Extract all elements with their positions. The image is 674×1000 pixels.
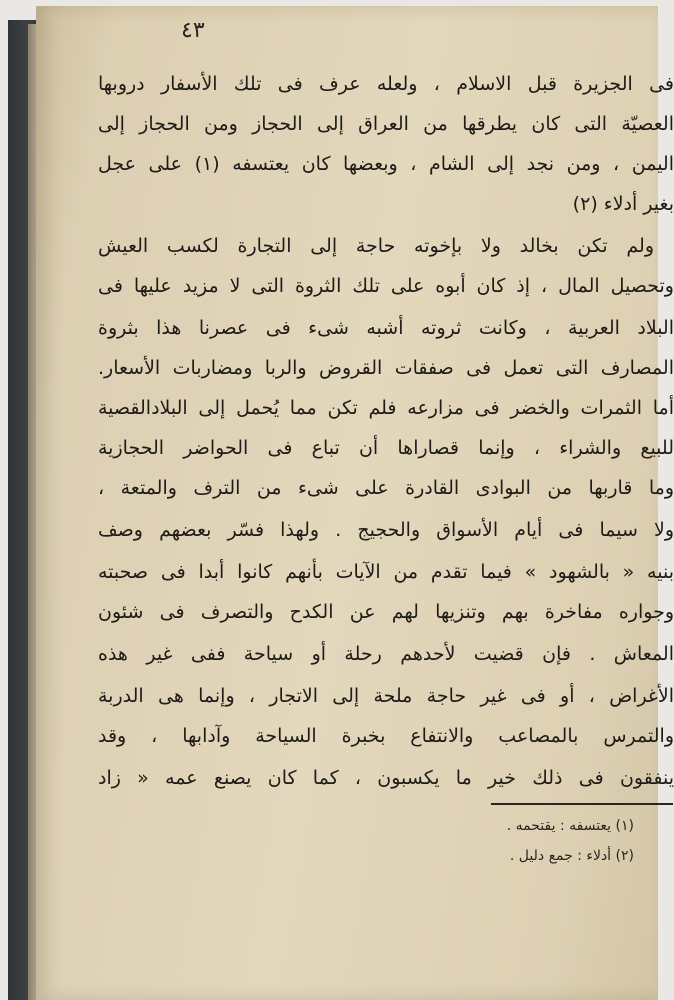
- text-line: وما قاربها من البوادى القادرة على شىء من الترف والمتعة ،: [98, 477, 674, 499]
- text-line: فى الجزيرة قبل الاسلام ، ولعله عرف فى تلك الأسفار دروبها: [98, 73, 674, 95]
- text-line: بغير أدلاء (٢): [572, 193, 674, 215]
- page-number: ٤٣: [181, 18, 205, 43]
- text-line: والتمرس بالمصاعب والانتفاع بخبرة السياحة وآدابها ، وقد: [98, 725, 674, 747]
- text-line: وتحصيل المال ، إذ كان أبوه على تلك الثروة التى لا مزيد عليها فى: [98, 275, 674, 297]
- text-line: المعاش . فإن قضيت لأحدهم رحلة أو سياحة ففى غير هذه: [98, 643, 674, 665]
- text-line: ينفقون فى ذلك خير ما يكسبون ، كما كان يصنع عمه « زاد: [98, 767, 674, 789]
- text-line: ولا سيما فى أيام الأسواق والحجيج . ولهذا فسّر بعضهم وصف: [98, 519, 674, 541]
- text-line: وجواره مفاخرة بهم وتنزيها لهم عن الكدح والتصرف فى شئون: [98, 601, 674, 623]
- text-line: للبيع والشراء ، وإنما قصاراها أن تباع فى الحواضر الحجازية: [98, 437, 674, 459]
- footnote: (١) يعتسفه : يقتحمه .: [506, 818, 634, 834]
- text-line: أما الثمرات والخضر فى مزارعه فلم تكن مما يُحمل إلى البلادالقصية: [98, 397, 674, 419]
- text-line: البلاد العربية ، وكانت ثروته أشبه شىء فى عصرنا هذا بثروة: [98, 317, 674, 339]
- text-line: ولم تكن بخالد ولا بإخوته حاجة إلى التجارة لكسب العيش: [98, 235, 654, 257]
- text-line: اليمن ، ومن نجد إلى الشام ، وبعضها كان يعتسفه (١) على عجل: [98, 153, 674, 175]
- text-line: الأغراض ، أو فى غير حاجة ملحة إلى الاتجار ، وإنما هى الدربة: [98, 685, 674, 707]
- text-line: بنيه « بالشهود » فيما تقدم من الآيات بأنهم كانوا أبدا فى صحبته: [98, 561, 674, 583]
- text-line: العصيّة التى كان يطرقها من العراق إلى الحجاز ومن الحجاز إلى: [98, 113, 674, 135]
- footnote: (٢) أدلاء : جمع دليل .: [509, 848, 634, 864]
- text-line: المصارف التى تعمل فى صفقات القروض والربا ومضاربات الأسعار.: [98, 357, 674, 379]
- book-page: [36, 6, 674, 1000]
- footnote-divider: [491, 803, 673, 805]
